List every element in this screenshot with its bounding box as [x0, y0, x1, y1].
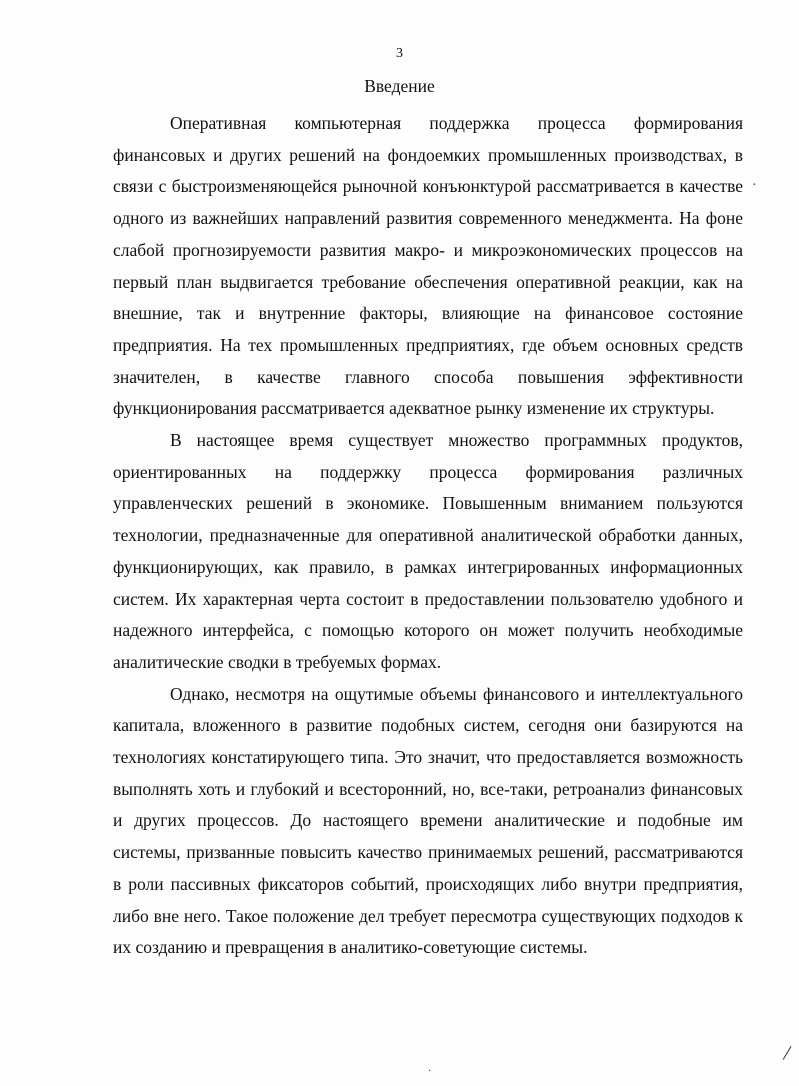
- margin-dot-mark: ·: [752, 178, 757, 193]
- bottom-dot-mark: ·: [428, 1066, 432, 1077]
- section-title: Введение: [364, 76, 435, 96]
- page-number: 3: [396, 46, 403, 61]
- document-body: [113, 108, 743, 964]
- corner-stroke-mark: /: [781, 1039, 793, 1066]
- paragraph-2: В настоящее время существует множество программных продуктов, ориентированных на поддержку процесса формирования различных управленческих решений в экономике. Повышенным вниманием пользуются технологии, предназначенные для оперативной аналитической обработки данных, функционирующих, как правило, в рамках интегрированных информационных систем. Их характерная черта состоит в предоставлении пользователю удобного и надежного интерфейса, с помощью которого он может получить необходимые аналитические сводки в требуемых формах.: [113, 430, 743, 672]
- paragraph-3: Однако, несмотря на ощутимые объемы финансового и интеллектуального капитала, вложенного в развитие подобных систем, сегодня они базируются на технологиях констатирующего типа. Это значит, что предоставляется возможность выполнять хоть и глубокий и всесторонний, но, все-таки, ретроанализ финансовых и других процессов. До настоящего времени аналитические и подобные им системы, призванные повысить качество принимаемых решений, рассматриваются в роли пассивных фиксаторов событий, происходящих либо внутри предприятия, либо вне него. Такое положение дел требует пересмотра существующих подходов к их созданию и превращения в аналитико-советующие системы.: [113, 683, 743, 958]
- paragraph-1: Оперативная компьютерная поддержка процесса формирования финансовых и других решений на фондоемких промышленных производствах, в связи с быстроизменяющейся рыночной конъюнктурой рассматривается в качестве одного из важнейших направлений развития современного менеджмента. На фоне слабой прогнозируемости развития макро- и микроэкономических процессов на первый план выдвигается требование обеспечения оперативной реакции, как на внешние, так и внутренние факторы, влияющие на финансовое состояние предприятия. На тех промышленных предприятиях, где объем основных средств значителен, в качестве главного способа повышения эффективности функционирования рассматривается адекватное рынку изменение их структуры.: [113, 113, 743, 419]
